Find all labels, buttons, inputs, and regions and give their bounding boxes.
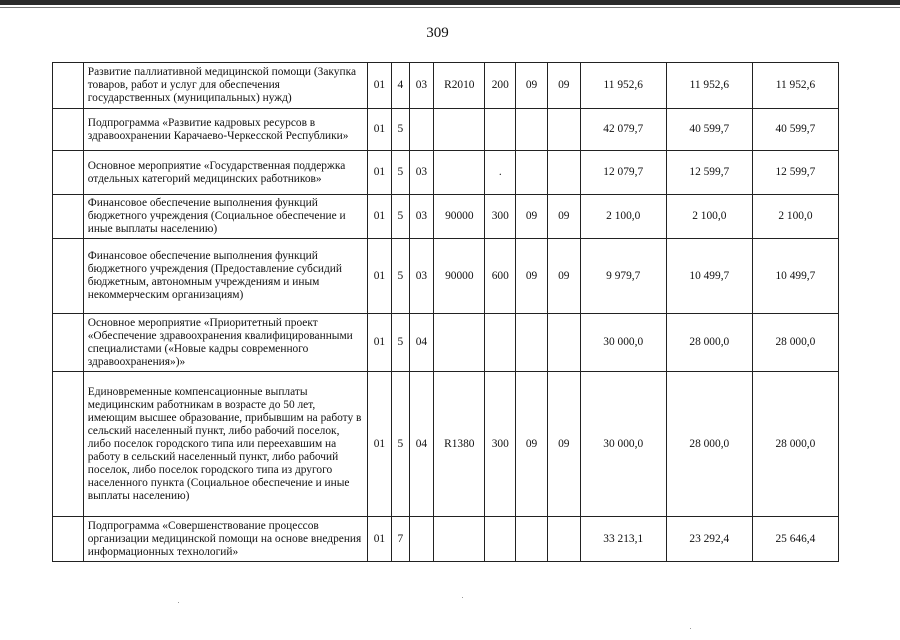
top-border-line — [0, 0, 900, 5]
budget-table — [52, 62, 839, 562]
section-cell — [516, 109, 548, 151]
blank-cell — [53, 63, 84, 109]
target-code-cell — [434, 109, 485, 151]
amount-cell-1: 9 979,7 — [580, 239, 666, 314]
row-name-cell: Подпрограмма «Совершенствование процессов организации медицинской помощи на основе внедрения информационных технологий» — [83, 517, 367, 562]
code-cell: 04 — [409, 314, 434, 372]
amount-cell-3: 28 000,0 — [752, 372, 838, 517]
table-row — [53, 151, 839, 195]
expense-type-cell: . — [485, 151, 516, 195]
subsection-cell: 09 — [547, 195, 580, 239]
code-cell: 01 — [367, 239, 392, 314]
amount-cell-1: 11 952,6 — [580, 63, 666, 109]
code-cell: 03 — [409, 63, 434, 109]
table-row — [53, 314, 839, 372]
amount-cell-1: 42 079,7 — [580, 109, 666, 151]
amount-cell-1: 30 000,0 — [580, 314, 666, 372]
blank-cell — [53, 109, 84, 151]
blank-cell — [53, 239, 84, 314]
row-name-cell: Подпрограмма «Развитие кадровых ресурсов в здравоохранении Карачаево-Черкесской Республики» — [83, 109, 367, 151]
amount-cell-3: 11 952,6 — [752, 63, 838, 109]
blank-cell — [53, 517, 84, 562]
code-cell: 03 — [409, 195, 434, 239]
subsection-cell — [547, 151, 580, 195]
amount-cell-2: 28 000,0 — [666, 372, 752, 517]
code-cell: 5 — [392, 109, 409, 151]
row-name-cell: Развитие паллиативной медицинской помощи (Закупка товаров, работ и услуг для обеспечения государственных (муниципальных) нужд) — [83, 63, 367, 109]
expense-type-cell — [485, 517, 516, 562]
subsection-cell: 09 — [547, 63, 580, 109]
section-cell: 09 — [516, 63, 548, 109]
subsection-cell: 09 — [547, 239, 580, 314]
amount-cell-2: 11 952,6 — [666, 63, 752, 109]
amount-cell-3: 10 499,7 — [752, 239, 838, 314]
amount-cell-3: 12 599,7 — [752, 151, 838, 195]
amount-cell-3: 28 000,0 — [752, 314, 838, 372]
code-cell: 01 — [367, 517, 392, 562]
subsection-cell: 09 — [547, 372, 580, 517]
amount-cell-2: 40 599,7 — [666, 109, 752, 151]
subsection-cell — [547, 517, 580, 562]
code-cell: 01 — [367, 63, 392, 109]
code-cell: 5 — [392, 239, 409, 314]
amount-cell-2: 2 100,0 — [666, 195, 752, 239]
amount-cell-2: 23 292,4 — [666, 517, 752, 562]
amount-cell-2: 10 499,7 — [666, 239, 752, 314]
amount-cell-3: 25 646,4 — [752, 517, 838, 562]
scan-speck — [178, 602, 179, 603]
code-cell: 03 — [409, 151, 434, 195]
table-row — [53, 109, 839, 151]
table-body — [53, 63, 839, 562]
table-row — [53, 195, 839, 239]
table-row — [53, 372, 839, 517]
section-cell — [516, 517, 548, 562]
target-code-cell: 90000 — [434, 239, 485, 314]
section-cell: 09 — [516, 239, 548, 314]
code-cell: 01 — [367, 195, 392, 239]
section-cell: 09 — [516, 372, 548, 517]
amount-cell-2: 12 599,7 — [666, 151, 752, 195]
expense-type-cell — [485, 314, 516, 372]
code-cell: 5 — [392, 195, 409, 239]
table-row — [53, 239, 839, 314]
expense-type-cell: 600 — [485, 239, 516, 314]
amount-cell-1: 12 079,7 — [580, 151, 666, 195]
code-cell: 03 — [409, 239, 434, 314]
code-cell: 04 — [409, 372, 434, 517]
table-row — [53, 517, 839, 562]
code-cell: 5 — [392, 372, 409, 517]
expense-type-cell: 200 — [485, 63, 516, 109]
page-number: 309 — [426, 25, 449, 41]
blank-cell — [53, 314, 84, 372]
blank-cell — [53, 195, 84, 239]
amount-cell-1: 2 100,0 — [580, 195, 666, 239]
code-cell: 01 — [367, 314, 392, 372]
amount-cell-3: 2 100,0 — [752, 195, 838, 239]
amount-cell-2: 28 000,0 — [666, 314, 752, 372]
subsection-cell — [547, 109, 580, 151]
code-cell: 01 — [367, 109, 392, 151]
code-cell: 01 — [367, 372, 392, 517]
section-cell — [516, 151, 548, 195]
blank-cell — [53, 372, 84, 517]
code-cell: 5 — [392, 151, 409, 195]
expense-type-cell: 300 — [485, 195, 516, 239]
row-name-cell: Финансовое обеспечение выполнения функций бюджетного учреждения (Социальное обеспечение и иные выплаты населению) — [83, 195, 367, 239]
row-name-cell: Основное мероприятие «Государственная поддержка отдельных категорий медицинских работников» — [83, 151, 367, 195]
blank-cell — [53, 151, 84, 195]
target-code-cell — [434, 151, 485, 195]
table-row — [53, 63, 839, 109]
target-code-cell — [434, 314, 485, 372]
scan-speck — [462, 597, 463, 598]
expense-type-cell: 300 — [485, 372, 516, 517]
code-cell — [409, 517, 434, 562]
target-code-cell: R1380 — [434, 372, 485, 517]
code-cell: 01 — [367, 151, 392, 195]
section-cell: 09 — [516, 195, 548, 239]
code-cell: 4 — [392, 63, 409, 109]
amount-cell-1: 30 000,0 — [580, 372, 666, 517]
row-name-cell: Единовременные компенсационные выплаты медицинским работникам в возрасте до 50 лет, имеющим высшее образование, прибывшим на работу в сельский населенный пункт, либо рабочий поселок, либо поселок городского типа или переехавшим на работу в сельский населенный пункт, либо рабочий поселок, либо поселок городского типа из другого населенного пункта (Социальное обеспечение и иные выплаты населению) — [83, 372, 367, 517]
top-border-thin-line — [0, 7, 900, 8]
amount-cell-3: 40 599,7 — [752, 109, 838, 151]
section-cell — [516, 314, 548, 372]
row-name-cell: Финансовое обеспечение выполнения функций бюджетного учреждения (Предоставление субсидий бюджетным, автономным учреждениям и иным некоммерческим организациям) — [83, 239, 367, 314]
code-cell — [409, 109, 434, 151]
subsection-cell — [547, 314, 580, 372]
target-code-cell: 90000 — [434, 195, 485, 239]
target-code-cell: R2010 — [434, 63, 485, 109]
target-code-cell — [434, 517, 485, 562]
expense-type-cell — [485, 109, 516, 151]
code-cell: 5 — [392, 314, 409, 372]
row-name-cell: Основное мероприятие «Приоритетный проект «Обеспечение здравоохранения квалифицированными специалистами («Новые кадры современного здравоохранения»)» — [83, 314, 367, 372]
code-cell: 7 — [392, 517, 409, 562]
scan-speck — [690, 628, 691, 629]
amount-cell-1: 33 213,1 — [580, 517, 666, 562]
